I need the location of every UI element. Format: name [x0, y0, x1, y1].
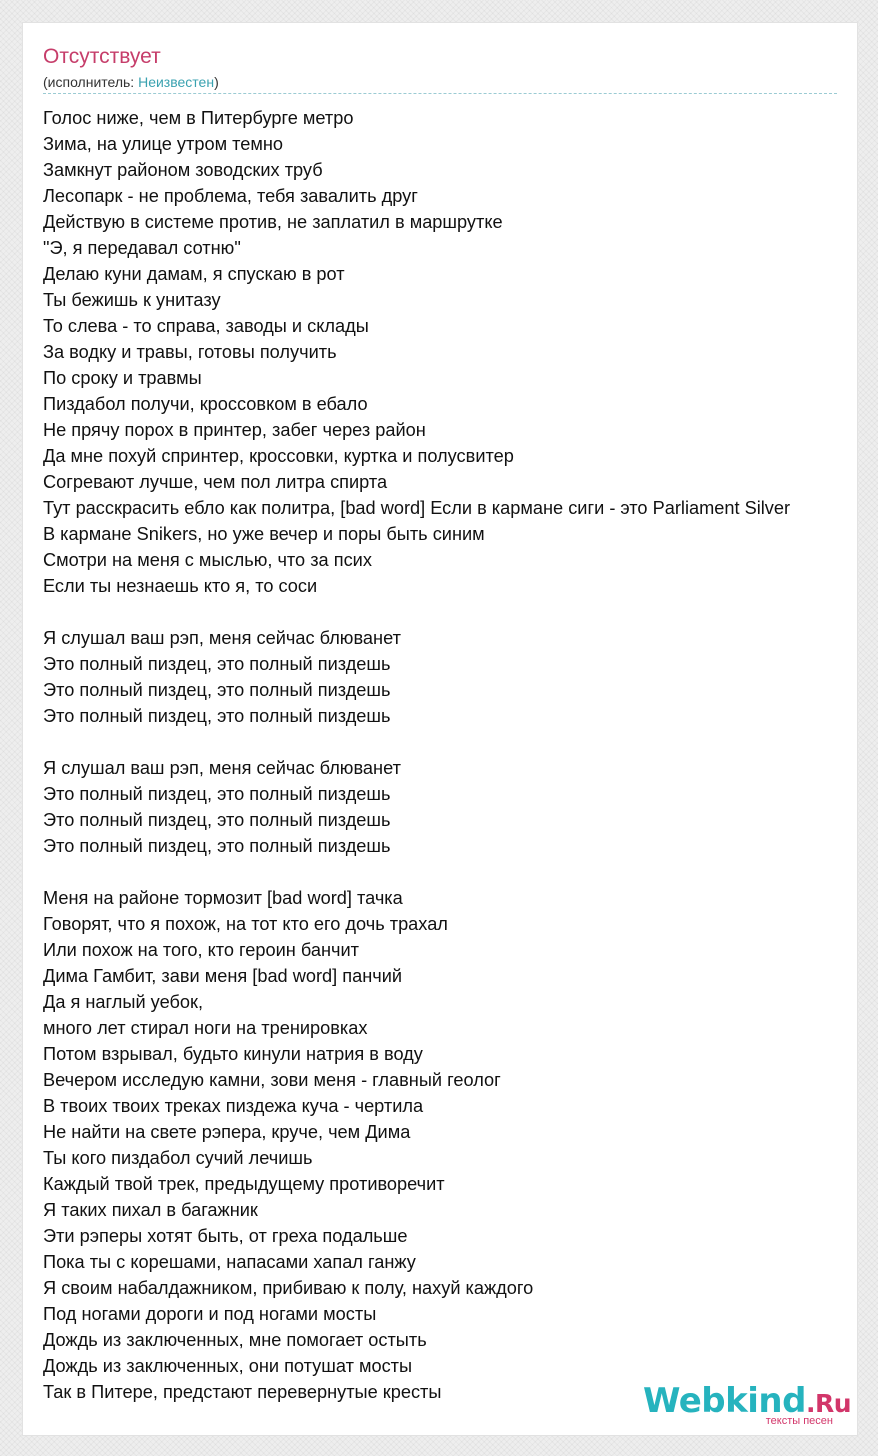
lyric-line: Я таких пихал в багажник: [43, 1200, 258, 1220]
lyric-line: Так в Питере, предстают перевернутые кресты: [43, 1382, 442, 1402]
lyric-line: Зима, на улице утром темно: [43, 134, 284, 154]
lyric-line: Потом взрывал, будьто кинули натрия в воду: [43, 1044, 423, 1064]
lyric-line: Ты бежишь к унитазу: [43, 290, 221, 310]
lyric-line: В кармане Snikers, но уже вечер и поры быть синим: [43, 524, 485, 544]
lyric-line: Я слушал ваш рэп, меня сейчас блюванет: [43, 758, 401, 778]
lyric-line: Это полный пиздец, это полный пиздешь: [43, 654, 391, 674]
artist-line: [43, 74, 219, 90]
logo-tld: .Ru: [805, 1389, 851, 1418]
lyric-line: Ты кого пиздабол сучий лечишь: [43, 1148, 313, 1168]
lyric-line: Смотри на меня с мыслью, что за псих: [43, 550, 372, 570]
lyric-line: Делаю куни дамам, я спускаю в рот: [43, 264, 345, 284]
lyric-line: Каждый твой трек, предыдущему противоречит: [43, 1174, 445, 1194]
artist-suffix: ): [214, 74, 219, 90]
title-divider: [43, 93, 837, 94]
lyric-line: [43, 859, 858, 885]
lyric-line: Пиздабол получи, кроссовком в ебало: [43, 394, 368, 414]
lyric-line: Если ты незнаешь кто я, то соси: [43, 576, 318, 596]
lyric-line: Это полный пиздец, это полный пиздешь: [43, 784, 391, 804]
lyric-line: Или похож на того, кто героин банчит: [43, 940, 359, 960]
lyric-line: Дождь из заключенных, мне помогает остыть: [43, 1330, 427, 1350]
webkind-logo[interactable]: [642, 1381, 851, 1431]
lyric-line: Я слушал ваш рэп, меня сейчас блюванет: [43, 628, 401, 648]
lyrics-card: [22, 22, 858, 1436]
lyric-line: Я своим набалдажником, прибиваю к полу, нахуй каждого: [43, 1278, 534, 1298]
lyric-line: В твоих твоих треках пиздежа куча - чертила: [43, 1096, 424, 1116]
lyric-line: [43, 599, 858, 625]
lyric-line: Пока ты с корешами, напасами хапал ганжу: [43, 1252, 416, 1272]
lyric-line: Дима Гамбит, зави меня [bad word] панчий: [43, 966, 403, 986]
lyric-line: Говорят, что я похож, на тот кто его дочь трахал: [43, 914, 448, 934]
lyric-line: Это полный пиздец, это полный пиздешь: [43, 836, 391, 856]
logo-tagline: тексты песен: [765, 1415, 833, 1427]
lyric-line: Меня на районе тормозит [bad word] тачка: [43, 888, 403, 908]
lyric-line: То слева - то справа, заводы и склады: [43, 316, 369, 336]
lyric-line: Голос ниже, чем в Питербурге метро: [43, 108, 354, 128]
lyric-line: Да я наглый уебок,: [43, 992, 204, 1012]
lyric-line: Тут расскрасить ебло как политра, [bad word] Если в кармане сиги - это Parliament Silver: [43, 498, 791, 518]
lyric-line: [43, 729, 858, 755]
lyric-line: Под ногами дороги и под ногами мосты: [43, 1304, 377, 1324]
lyric-line: Это полный пиздец, это полный пиздешь: [43, 680, 391, 700]
lyric-line: Не найти на свете рэпера, круче, чем Дима: [43, 1122, 411, 1142]
lyric-line: Вечером исследую камни, зови меня - главный геолог: [43, 1070, 501, 1090]
lyric-line: Да мне похуй спринтер, кроссовки, куртка и полусвитер: [43, 446, 514, 466]
lyric-line: Замкнут районом зоводских труб: [43, 160, 323, 180]
lyric-line: За водку и травы, готовы получить: [43, 342, 337, 362]
lyrics-text: [43, 105, 858, 1405]
lyric-line: Дождь из заключенных, они потушат мосты: [43, 1356, 413, 1376]
logo-word: Webkind: [642, 1381, 806, 1421]
artist-link[interactable]: Неизвестен: [138, 74, 215, 90]
lyric-line: Это полный пиздец, это полный пиздешь: [43, 706, 391, 726]
lyric-line: Согревают лучше, чем пол литра спирта: [43, 472, 388, 492]
lyric-line: Это полный пиздец, это полный пиздешь: [43, 810, 391, 830]
lyric-line: много лет стирал ноги на тренировках: [43, 1018, 368, 1038]
lyric-line: По сроку и травмы: [43, 368, 202, 388]
lyric-line: Действую в системе против, не заплатил в маршрутке: [43, 212, 503, 232]
lyric-line: Лесопарк - не проблема, тебя завалить друг: [43, 186, 418, 206]
song-title: Отсутствует: [43, 45, 161, 68]
lyric-line: "Э, я передавал сотню": [43, 238, 241, 258]
artist-prefix: (исполнитель:: [43, 74, 139, 90]
lyric-line: Эти рэперы хотят быть, от греха подальше: [43, 1226, 408, 1246]
lyric-line: Не прячу порох в принтер, забег через район: [43, 420, 426, 440]
